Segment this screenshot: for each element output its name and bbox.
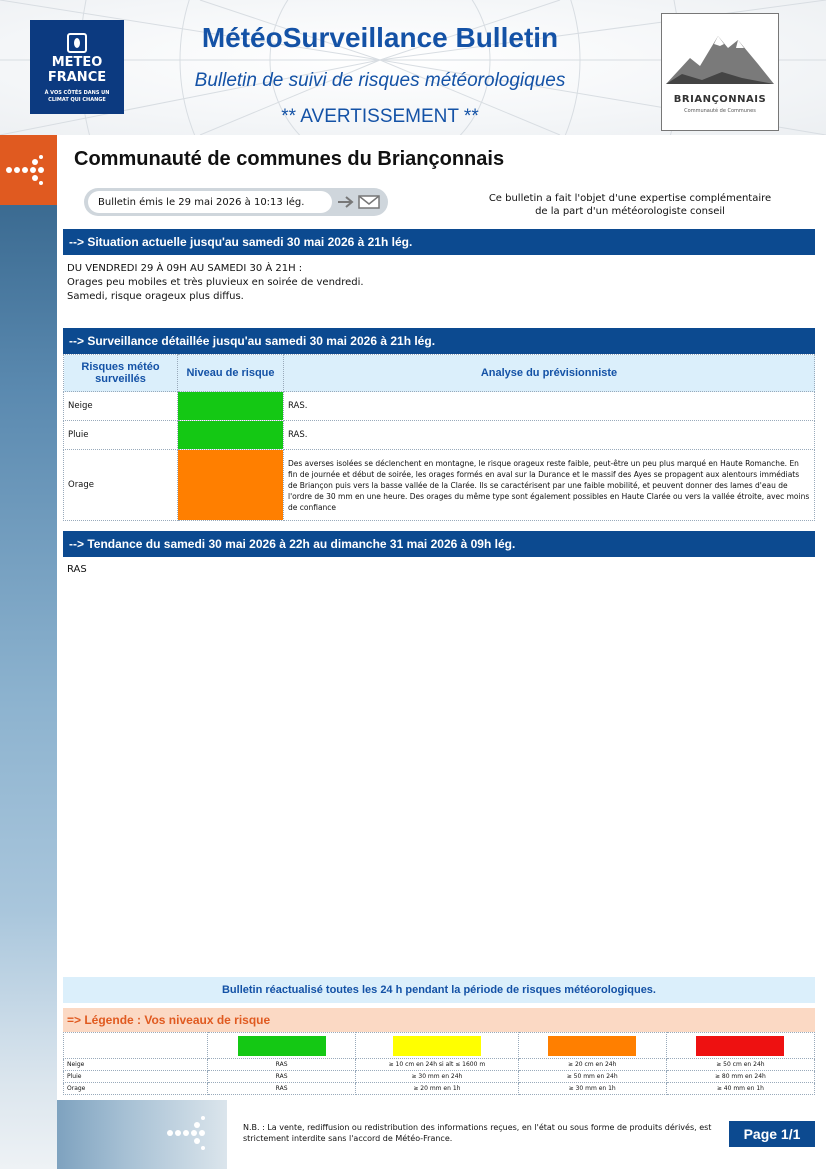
legend-risk: Neige bbox=[64, 1059, 208, 1071]
risk-level-swatch bbox=[178, 392, 284, 421]
table-row bbox=[64, 450, 815, 521]
col-level: Niveau de risque bbox=[178, 355, 284, 392]
legend-level: ≥ 30 mm en 24h bbox=[356, 1071, 518, 1083]
risk-level-swatch bbox=[178, 450, 284, 521]
legend-level: ≥ 30 mm en 1h bbox=[518, 1083, 666, 1095]
footer-sky-strip bbox=[57, 1100, 227, 1169]
side-sky-band bbox=[0, 135, 57, 1169]
situation-heading: --> Situation actuelle jusqu'au samedi 30 mai 2026 à 21h lég. bbox=[63, 229, 815, 255]
mail-icon[interactable] bbox=[358, 194, 380, 210]
legend-level: ≥ 50 cm en 24h bbox=[666, 1059, 814, 1071]
legend-level: ≥ 20 cm en 24h bbox=[518, 1059, 666, 1071]
legend-row bbox=[64, 1083, 815, 1095]
legend-level: ≥ 20 mm en 1h bbox=[356, 1083, 518, 1095]
warning-label: ** AVERTISSEMENT ** bbox=[281, 106, 479, 127]
meteo-france-mark-icon bbox=[67, 33, 87, 53]
situation-line-1: DU VENDREDI 29 À 09H AU SAMEDI 30 À 21H : bbox=[67, 263, 303, 274]
logo-tagline: À VOS CÔTÉS DANS UN CLIMAT QUI CHANGE bbox=[44, 90, 110, 103]
legend-row bbox=[64, 1059, 815, 1071]
legend-swatch-green bbox=[238, 1036, 326, 1056]
legend-swatch-cell bbox=[666, 1033, 814, 1059]
legend-level: ≥ 50 mm en 24h bbox=[518, 1071, 666, 1083]
dotted-arrow-icon bbox=[0, 135, 57, 205]
legend-risk: Pluie bbox=[64, 1071, 208, 1083]
legend-level: RAS bbox=[208, 1059, 356, 1071]
page-title: MétéoSurveillance Bulletin bbox=[201, 22, 559, 53]
legend-level: ≥ 80 mm en 24h bbox=[666, 1071, 814, 1083]
footer-dotted-arrow-icon bbox=[57, 1100, 227, 1169]
refresh-note: Bulletin réactualisé toutes les 24 h pendant la période de risques météorologiques. bbox=[63, 977, 815, 1003]
legend-level: RAS bbox=[208, 1083, 356, 1095]
expertise-line-2: de la part d'un météorologiste conseil bbox=[535, 206, 725, 217]
situation-text bbox=[67, 262, 364, 304]
situation-line-3: Samedi, risque orageux plus diffus. bbox=[67, 291, 244, 302]
legend-title: => Légende : Vos niveaux de risque bbox=[63, 1008, 815, 1032]
legend-level: RAS bbox=[208, 1071, 356, 1083]
legend-risk: Orage bbox=[64, 1083, 208, 1095]
legend-swatch-orange bbox=[548, 1036, 636, 1056]
risk-table bbox=[63, 354, 815, 521]
tendance-text: RAS bbox=[67, 564, 87, 575]
table-row bbox=[64, 392, 815, 421]
risk-table-header bbox=[64, 355, 815, 392]
legend-row bbox=[64, 1071, 815, 1083]
meteo-france-logo bbox=[30, 20, 124, 114]
risk-name: Orage bbox=[64, 450, 178, 521]
risk-level-swatch bbox=[178, 421, 284, 450]
legend-swatch-yellow bbox=[393, 1036, 481, 1056]
legend-swatch-cell bbox=[208, 1033, 356, 1059]
col-analysis: Analyse du prévisionniste bbox=[284, 355, 815, 392]
legend-level: ≥ 10 cm en 24h si alt ≤ 1600 m bbox=[356, 1059, 518, 1071]
legend-level: ≥ 40 mm en 1h bbox=[666, 1083, 814, 1095]
legend-swatch-cell bbox=[356, 1033, 518, 1059]
situation-line-2: Orages peu mobiles et très pluvieux en soirée de vendredi. bbox=[67, 277, 364, 288]
expertise-note bbox=[480, 192, 780, 218]
risk-analysis: RAS. bbox=[284, 421, 815, 450]
surveillance-heading: --> Surveillance détaillée jusqu'au samedi 30 mai 2026 à 21h lég. bbox=[63, 328, 815, 354]
forward-arrow-icon[interactable] bbox=[336, 194, 356, 210]
legend-table bbox=[63, 1032, 815, 1095]
legend-swatch-row bbox=[64, 1033, 815, 1059]
brianconnais-logo-sub: Communauté de Communes bbox=[684, 108, 756, 114]
risk-analysis: Des averses isolées se déclenchent en montagne, le risque orageux reste faible, peut-être un peu plus marqué en Haute Romanche. En fin de journée et début de soirée, les orages formés en aval sur la Durance et le massif des Ayes se propagent aux alentours immédiats de Briançon puis vers la basse vallée de la Clarée. Ils se caractérisent par une faible mobilité, et peuvent donner des lames d'eau de l'ordre de 30 mm en une heure. Des orages du même type sont également possibles en Haute Clarée ou vers la vallée étroite, avec moins de confiance bbox=[284, 450, 815, 521]
logo-line-2: FRANCE bbox=[47, 70, 107, 85]
legend-swatch-red bbox=[696, 1036, 784, 1056]
risk-analysis: RAS. bbox=[284, 392, 815, 421]
page-subtitle: Bulletin de suivi de risques météorologiques bbox=[194, 70, 566, 91]
expertise-line-1: Ce bulletin a fait l'objet d'une expertise complémentaire bbox=[488, 193, 772, 204]
logo-line-1: METEO bbox=[51, 55, 103, 70]
risk-name: Neige bbox=[64, 392, 178, 421]
table-row bbox=[64, 421, 815, 450]
brianconnais-logo bbox=[661, 13, 779, 131]
legal-note bbox=[243, 1122, 713, 1144]
side-arrow-tab bbox=[0, 135, 57, 205]
mountain-icon bbox=[662, 14, 778, 94]
col-risks: Risques météo surveillés bbox=[64, 355, 178, 392]
page-number: Page 1/1 bbox=[729, 1121, 815, 1147]
brianconnais-logo-name: BRIANÇONNAIS bbox=[673, 94, 767, 105]
legal-note-line-1: N.B. : La vente, rediffusion ou redistribution des informations reçues, en l'état ou sous forme de produits dérivés, est bbox=[243, 1123, 712, 1132]
commune-name: Communauté de communes du Briançonnais bbox=[74, 148, 505, 170]
legal-note-line-2: strictement interdite sans l'accord de Météo-France. bbox=[243, 1134, 453, 1143]
tendance-heading: --> Tendance du samedi 30 mai 2026 à 22h au dimanche 31 mai 2026 à 09h lég. bbox=[63, 531, 815, 557]
risk-name: Pluie bbox=[64, 421, 178, 450]
legend-swatch-cell bbox=[518, 1033, 666, 1059]
bulletin-issued-date: Bulletin émis le 29 mai 2026 à 10:13 lég. bbox=[98, 197, 305, 208]
